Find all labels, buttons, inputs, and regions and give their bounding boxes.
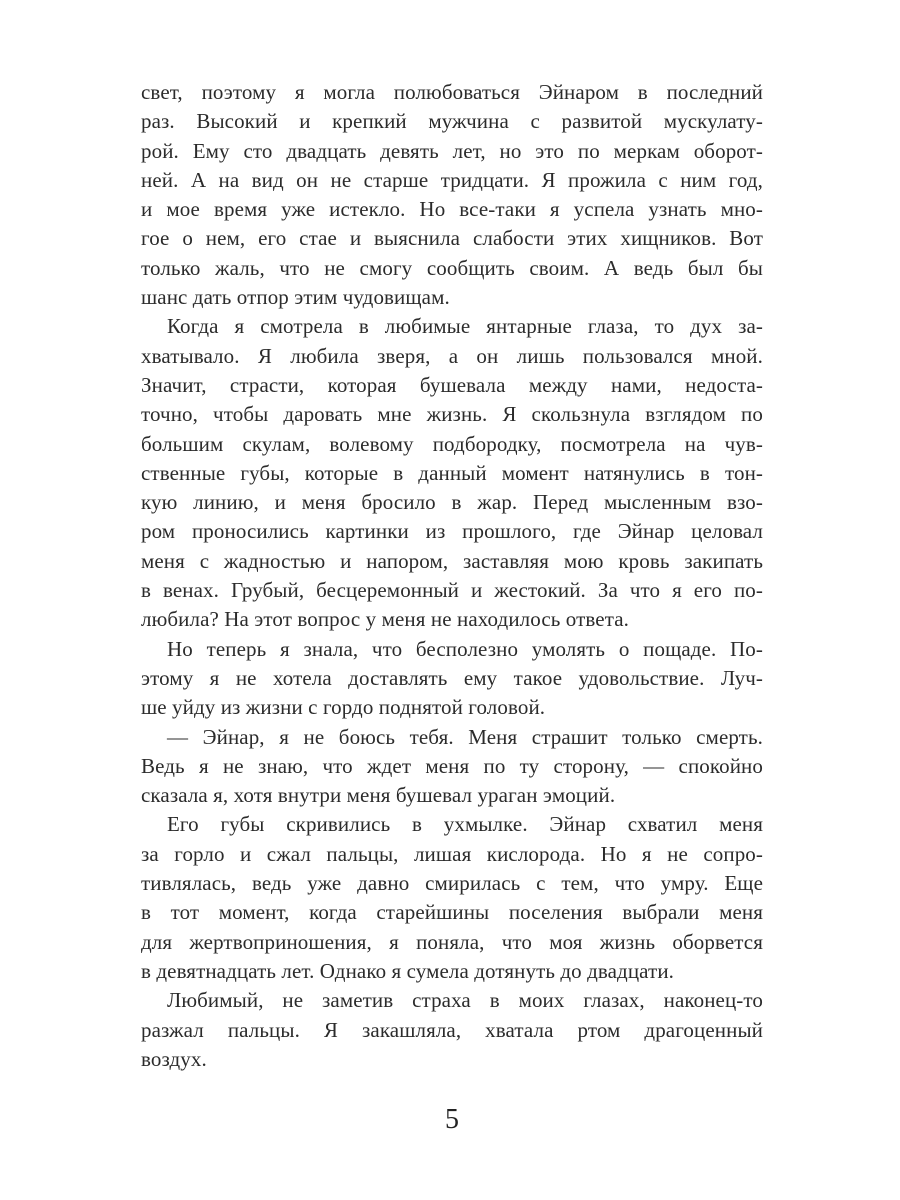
text-line: рой. Ему сто двадцать девять лет, но это по меркам оборот- xyxy=(141,138,763,163)
text-line: Но теперь я знала, что бесполезно умолять о пощаде. По- xyxy=(167,636,763,661)
text-line: только жаль, что не смогу сообщить своим. А ведь был бы xyxy=(141,255,763,280)
text-line: свет, поэтому я могла полюбоваться Эйнаром в последний xyxy=(141,80,763,104)
page-text xyxy=(141,78,763,1074)
text-line: тивлялась, ведь уже давно смирилась с тем, что умру. Еще xyxy=(141,871,763,896)
text-line: кую линию, и меня бросило в жар. Перед мысленным взо- xyxy=(141,490,763,515)
text-line: разжал пальцы. Я закашляла, хватала ртом драгоценный xyxy=(141,1017,763,1042)
text-line: за горло и сжал пальцы, лишая кислорода. Но я не сопро- xyxy=(141,841,763,866)
text-line: любила? На этот вопрос у меня не находилось ответа. xyxy=(141,607,630,632)
paragraph xyxy=(141,635,763,723)
text-line: шанс дать отпор этим чудовищам. xyxy=(141,285,450,310)
text-line: точно, чтобы даровать мне жизнь. Я скользнула взглядом по xyxy=(141,402,763,427)
text-line: Значит, страсти, которая бушевала между нами, недоста- xyxy=(141,372,763,397)
text-line: ственные губы, которые в данный момент натянулись в тон- xyxy=(141,460,763,485)
text-line: для жертвоприношения, я поняла, что моя жизнь оборвется xyxy=(141,929,763,954)
text-line: — Эйнар, я не боюсь тебя. Меня страшит только смерть. xyxy=(167,724,763,749)
text-line: Ведь я не знаю, что ждет меня по ту сторону, — спокойно xyxy=(141,753,763,778)
text-line: ней. А на вид он не старше тридцати. Я прожила с ним год, xyxy=(141,167,763,192)
text-line: большим скулам, волевому подбородку, посмотрела на чув- xyxy=(141,431,763,456)
text-line: сказала я, хотя внутри меня бушевал ураган эмоций. xyxy=(141,783,616,808)
text-line: гое о нем, его стае и выяснила слабости этих хищников. Вот xyxy=(141,226,763,251)
text-line: в тот момент, когда старейшины поселения выбрали меня xyxy=(141,900,763,925)
text-line: раз. Высокий и крепкий мужчина с развитой мускулату- xyxy=(141,109,763,134)
text-line: Любимый, не заметив страха в моих глазах, наконец-то xyxy=(167,988,763,1013)
paragraph xyxy=(141,78,763,312)
text-line: и мое время уже истекло. Но все-таки я успела узнать мно- xyxy=(141,197,763,222)
text-line: Его губы скривились в ухмылке. Эйнар схватил меня xyxy=(167,812,763,837)
text-line: в венах. Грубый, бесцеремонный и жестокий. За что я его по- xyxy=(141,578,763,603)
text-line: ше уйду из жизни с гордо поднятой головой. xyxy=(141,695,546,720)
text-line: воздух. xyxy=(141,1046,207,1071)
page-number: 5 xyxy=(445,1104,459,1135)
text-line: ром проносились картинки из прошлого, где Эйнар целовал xyxy=(141,519,763,544)
paragraph xyxy=(141,986,763,1074)
text-line: Когда я смотрела в любимые янтарные глаза, то дух за- xyxy=(167,314,763,339)
text-line: в девятнадцать лет. Однако я сумела дотянуть до двадцати. xyxy=(141,958,675,983)
text-line: хватывало. Я любила зверя, а он лишь пользовался мной. xyxy=(141,343,763,368)
text-line: меня с жадностью и напором, заставляя мою кровь закипать xyxy=(141,548,763,573)
paragraph xyxy=(141,312,763,634)
paragraph xyxy=(141,723,763,811)
text-line: этому я не хотела доставлять ему такое удовольствие. Луч- xyxy=(141,665,763,690)
paragraph xyxy=(141,810,763,986)
